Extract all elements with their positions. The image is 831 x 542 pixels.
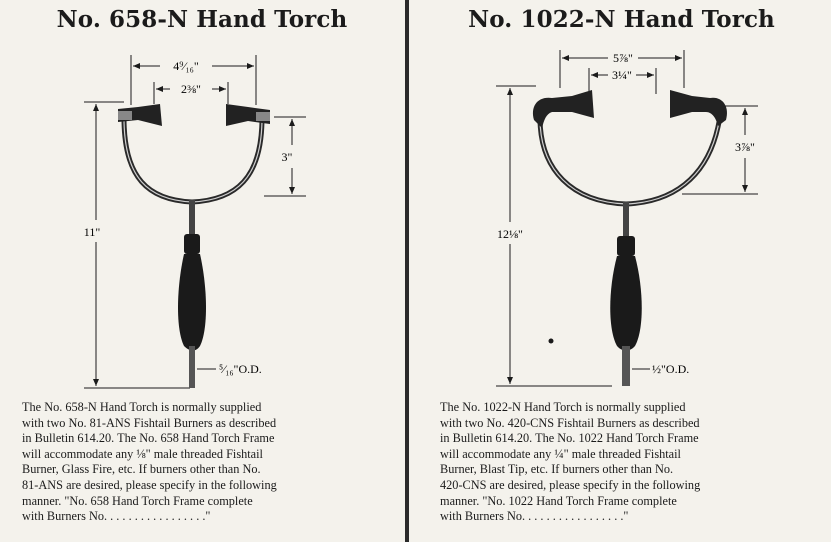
right-desc-line: manner. "No. 1022 Hand Torch Frame complete — [440, 493, 677, 508]
panel-divider — [405, 0, 409, 542]
left-height-dimension — [264, 117, 306, 196]
left-outer-width-label: 4⁹⁄₁₆" — [173, 59, 199, 73]
right-inner-width-dimension — [589, 68, 656, 94]
right-desc-line: 420-CNS are desired, please specify in the following — [440, 477, 701, 492]
right-desc-line: will accommodate any ¼" male threaded Fishtail — [440, 446, 681, 461]
left-length-label: 11" — [83, 225, 101, 239]
left-torch-description — [22, 400, 384, 525]
left-desc-line: with Burners No. . . . . . . . . . . . . . . . ." — [22, 509, 211, 524]
right-diameter-dimension — [632, 362, 689, 376]
left-desc-line: Burner, Glass Fire, etc. If burners other than No. — [22, 462, 261, 477]
left-outer-width-dimension — [131, 55, 256, 105]
right-height-label: 3⅞" — [735, 140, 755, 154]
right-torch-panel — [412, 0, 831, 542]
left-desc-line: with two No. 81-ANS Fishtail Burners as described — [22, 415, 277, 430]
left-torch-title: No. 658-N Hand Torch — [56, 6, 348, 33]
left-desc-line: in Bulletin 614.20. The No. 658 Hand Torch Frame — [22, 431, 275, 446]
left-height-label: 3" — [281, 150, 293, 164]
left-diameter-label: ⁵⁄₁₆"O.D. — [219, 362, 262, 376]
left-inner-width-dimension — [154, 82, 228, 104]
right-inner-width-label: 3¼" — [612, 68, 632, 82]
left-desc-line: 81-ANS are desired, please specify in the following — [22, 477, 277, 492]
left-desc-line: The No. 658-N Hand Torch is normally supplied — [22, 400, 262, 414]
right-desc-line: with two No. 420-CNS Fishtail Burners as described — [440, 415, 700, 430]
right-length-dimension — [496, 86, 612, 386]
right-torch-illustration — [412, 0, 831, 400]
right-desc-line: Burner, Blast Tip, etc. If burners other than No. — [440, 462, 674, 477]
left-torch-body — [118, 104, 270, 388]
left-length-dimension — [84, 102, 190, 388]
left-desc-line: manner. "No. 658 Hand Torch Frame complete — [22, 493, 253, 508]
right-outer-width-label: 5⅞" — [613, 51, 633, 65]
right-torch-body — [533, 90, 727, 386]
left-inner-width-label: 2⅜" — [181, 82, 201, 96]
right-torch-title: No. 1022-N Hand Torch — [468, 6, 775, 33]
left-diameter-dimension — [197, 362, 262, 376]
left-torch-panel — [0, 0, 404, 542]
right-desc-line: with Burners No. . . . . . . . . . . . . . . . ." — [440, 509, 629, 524]
right-desc-line: in Bulletin 614.20. The No. 1022 Hand Torch Frame — [440, 431, 699, 446]
right-torch-description — [440, 400, 820, 525]
right-length-label: 12⅛" — [497, 227, 523, 241]
right-desc-line: The No. 1022-N Hand Torch is normally supplied — [440, 400, 686, 414]
left-torch-illustration — [0, 0, 404, 400]
left-desc-line: will accommodate any ⅛" male threaded Fishtail — [22, 446, 263, 461]
right-diameter-label: ½"O.D. — [652, 362, 690, 376]
